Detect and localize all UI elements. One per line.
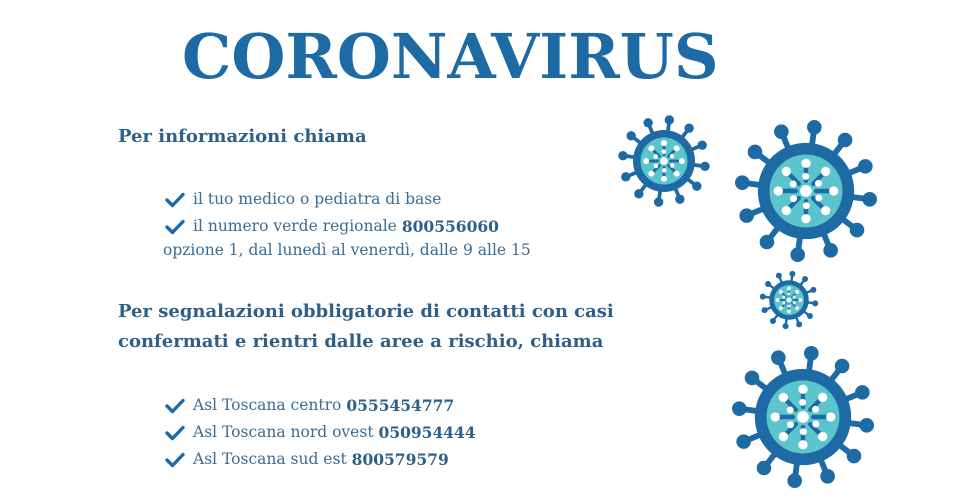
list-item [165, 213, 499, 240]
list-item-text: il tuo medico o pediatra di base [193, 190, 442, 208]
virus-icon [759, 270, 819, 330]
info-heading: Per informazioni chiama [118, 126, 367, 147]
reporting-heading-line2: confermati e rientri dalle aree a rischio, chiama [118, 331, 604, 352]
virus-icon [733, 118, 879, 264]
phone-number[interactable]: 800579579 [351, 450, 449, 469]
list-item [165, 419, 476, 446]
check-icon [165, 452, 185, 468]
list-item-text: Asl Toscana nord ovest [193, 423, 374, 441]
phone-number[interactable]: 050954444 [378, 423, 476, 442]
page-title: CORONAVIRUS [182, 20, 719, 93]
check-icon [165, 398, 185, 414]
list-item [165, 392, 476, 419]
check-icon [165, 425, 185, 441]
asl-list [165, 392, 476, 473]
reporting-heading [118, 297, 658, 357]
phone-number[interactable]: 0555454777 [346, 396, 455, 415]
phone-number[interactable]: 800556060 [401, 217, 499, 236]
list-item-text: Asl Toscana sud est [193, 450, 347, 468]
list-item [165, 186, 499, 213]
virus-icon [617, 114, 711, 208]
list-item [165, 446, 476, 473]
list-item-text: il numero verde regionale [193, 217, 397, 235]
virus-icon [730, 344, 876, 490]
reporting-heading-line1: Per segnalazioni obbligatorie di contatti con casi [118, 301, 614, 322]
check-icon [165, 219, 185, 235]
check-icon [165, 192, 185, 208]
hours-note: opzione 1, dal lunedì al venerdì, dalle 9 alle 15 [163, 241, 531, 259]
info-list [165, 186, 499, 240]
list-item-text: Asl Toscana centro [193, 396, 342, 414]
